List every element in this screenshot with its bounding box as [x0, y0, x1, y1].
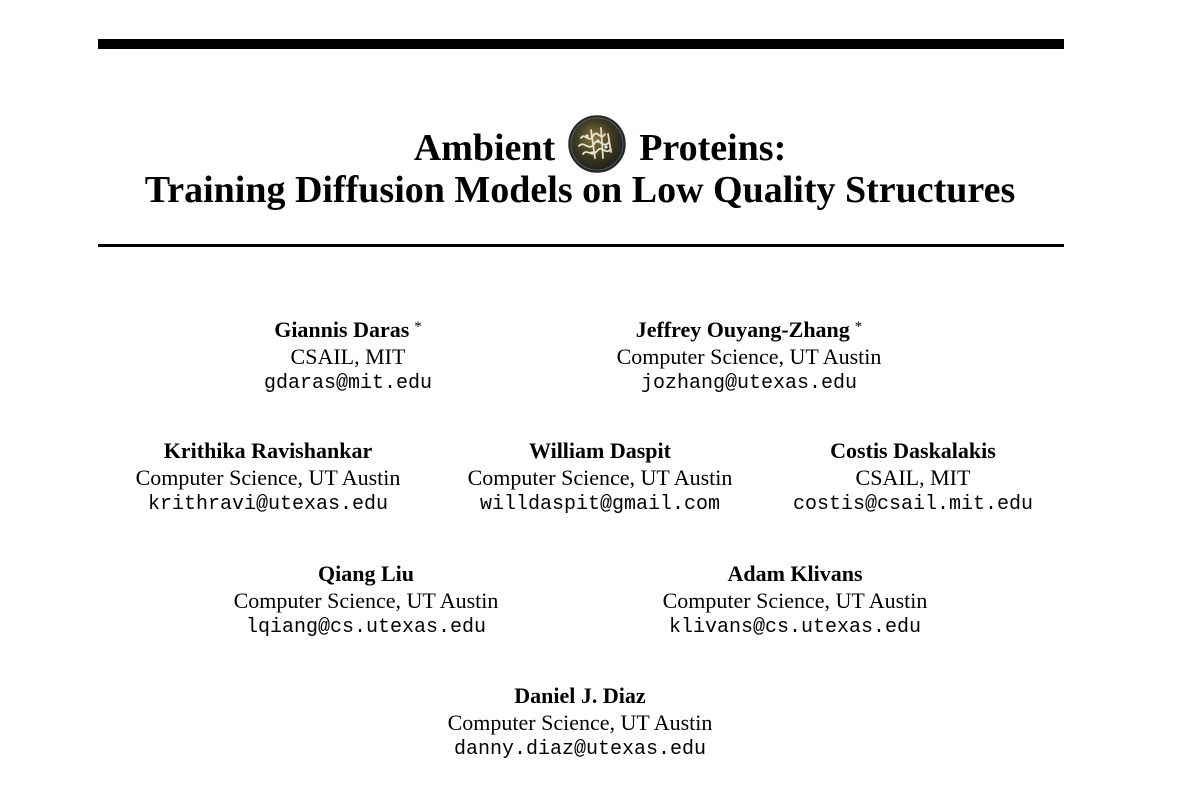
author-name: Giannis Daras *: [274, 317, 422, 342]
equal-contribution-mark: *: [854, 319, 863, 335]
author-email: willdaspit@gmail.com: [479, 493, 721, 516]
author-affiliation: Computer Science, UT Austin: [135, 465, 401, 490]
author-email: costis@csail.mit.edu: [792, 493, 1034, 516]
author-block: [733, 437, 1093, 518]
author-block: [615, 560, 975, 641]
author-affiliation: Computer Science, UT Austin: [616, 344, 882, 369]
author-name: Adam Klivans: [727, 561, 863, 586]
author-block: [186, 560, 546, 641]
author-email: krithravi@utexas.edu: [147, 493, 389, 516]
author-affiliation: CSAIL, MIT: [290, 344, 406, 369]
author-name: Daniel J. Diaz: [514, 683, 646, 708]
author-affiliation: Computer Science, UT Austin: [662, 588, 928, 613]
author-name: Jeffrey Ouyang-Zhang *: [635, 317, 863, 342]
title-word-ambient: Ambient: [413, 127, 556, 169]
title-word-proteins: Proteins:: [639, 127, 787, 169]
author-email: lqiang@cs.utexas.edu: [245, 616, 487, 639]
author-name: Qiang Liu: [318, 561, 414, 586]
author-affiliation: Computer Science, UT Austin: [233, 588, 499, 613]
author-affiliation: Computer Science, UT Austin: [447, 710, 713, 735]
author-name: Costis Daskalakis: [830, 438, 996, 463]
title-top-rule: [98, 39, 1064, 49]
author-block: [400, 682, 760, 763]
author-name: Krithika Ravishankar: [163, 438, 373, 463]
author-email: danny.diaz@utexas.edu: [453, 738, 707, 761]
protein-structure-logo-icon: [567, 114, 627, 174]
author-block: [168, 316, 528, 397]
author-block: [569, 316, 929, 397]
author-email: jozhang@utexas.edu: [640, 372, 858, 395]
equal-contribution-mark: *: [414, 319, 422, 335]
paper-title-line-2: Training Diffusion Models on Low Quality Structures: [144, 169, 1016, 211]
author-email: gdaras@mit.edu: [263, 372, 433, 395]
author-block: [420, 437, 780, 518]
author-name: William Daspit: [528, 438, 671, 463]
author-email: klivans@cs.utexas.edu: [668, 616, 922, 639]
author-affiliation: CSAIL, MIT: [855, 465, 971, 490]
author-affiliation: Computer Science, UT Austin: [467, 465, 733, 490]
author-block: [88, 437, 448, 518]
title-bottom-rule: [98, 244, 1064, 247]
